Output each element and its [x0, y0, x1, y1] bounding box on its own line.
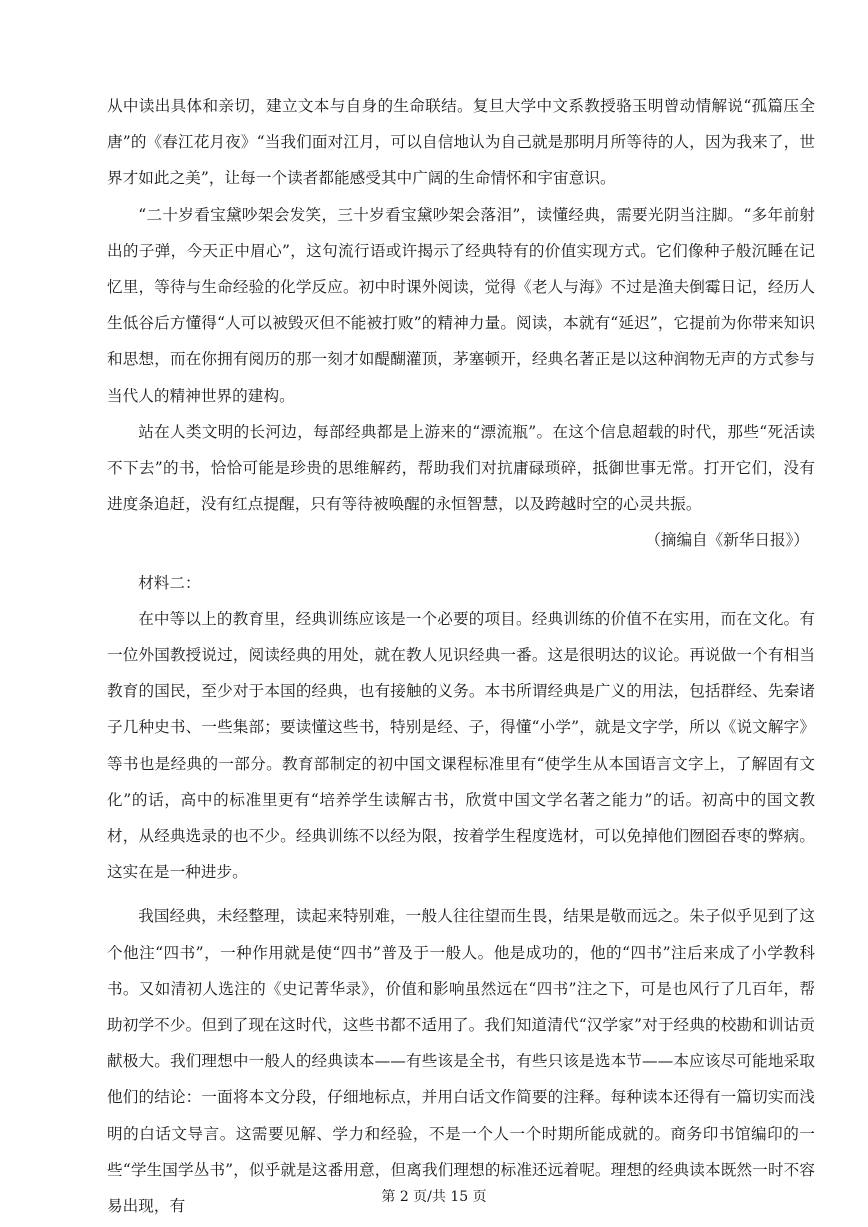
- material1-source: （摘编自《新华日报》）: [645, 531, 809, 550]
- material1-paragraph-3: 站在人类文明的长河边，每部经典都是上游来的“漂流瓶”。在这个信息超载的时代，那些“死活读不下去”的书，恰恰可能是珍贵的思维解药，帮助我们对抗庸碌琐碎，抵御世事无常。打开它们，没有进度条追赶，没有红点提醒，只有等待被唤醒的永恒智慧，以及跨越时空的心灵共振。: [107, 422, 815, 514]
- material1-paragraph-2: “二十岁看宝黛吵架会发笑，三十岁看宝黛吵架会落泪”，读懂经典，需要光阴当注脚。“多年前射出的子弹，今天正中眉心”，这句流行语或许揭示了经典特有的价值实现方式。它们像种子般沉睡在记忆里，等待与生命经验的化学反应。初中时课外阅读，觉得《老人与海》不过是渔夫倒霉日记，经历人生低谷后方懂得“人可以被毁灭但不能被打败”的精神力量。阅读，本就有“延迟”，它提前为你带来知识和思想，而在你拥有阅历的那一刻才如醍醐灌顶，茅塞顿开，经典名著正是以这种润物无声的方式参与当代人的精神世界的建构。: [107, 205, 815, 405]
- document-page: [107, 88, 815, 1224]
- page-footer: 第 2 页/共 15 页: [381, 1189, 487, 1205]
- paragraph-gap: [107, 890, 815, 898]
- material2-paragraph-2: 我国经典，未经整理，读起来特别难，一般人往往望而生畏，结果是敬而远之。朱子似乎见到了这个他注“四书”，一种作用就是使“四书”普及于一般人。他是成功的，他的“四书”注后来成了小学教科书。又如清初人选注的《史记菁华录》，价值和影响虽然远在“四书”注之下，可是也风行了几百年，帮助初学不少。但到了现在这时代，这些书都不适用了。我们知道清代“汉学家”对于经典的校勘和训诂贡献极大。我们理想中一般人的经典读本——有些该是全书，有些只该是选本节——本应该尽可能地采取他们的结论：一面将本文分段，仔细地标点，并用白话文作简要的注释。每种读本还得有一篇切实而浅明的白话文导言。这需要见解、学力和经验，不是一个人一个时期所能成就的。商务印书馆编印的一些“学生国学丛书”，似乎就是这番用意，但离我们理想的标准还远着呢。理想的经典读本既然一时不容易出现，有: [107, 907, 815, 1216]
- material1-paragraph-1: 从中读出具体和亲切，建立文本与自身的生命联结。复旦大学中文系教授骆玉明曾动情解说“孤篇压全唐”的《春江花月夜》“当我们面对江月，可以自信地认为自己就是那明月所等待的人，因为我来了，世界才如此之美”，让每一个读者都能感受其中广阔的生命情怀和宇宙意识。: [107, 97, 815, 188]
- material2-paragraph-1: 在中等以上的教育里，经典训练应该是一个必要的项目。经典训练的价值不在实用，而在文化。有一位外国教授说过，阅读经典的用处，就在教人见识经典一番。这是很明达的议论。再说做一个有相当教育的国民，至少对于本国的经典，也有接触的义务。本书所谓经典是广义的用法，包括群经、先秦诸子几种史书、一些集部；要读懂这些书，特别是经、子，得懂“小学”，就是文字学，所以《说文解字》等书也是经典的一部分。教育部制定的初中国文课程标准里有“使学生从本国语言文字上，了解固有文化”的话，高中的标准里更有“培养学生读解古书，欣赏中国文学名著之能力”的话。初高中的国文教材，从经典选录的也不少。经典训练不以经为限，按着学生程度选材，可以免掉他们囫囵吞枣的弊病。这实在是一种进步。: [107, 609, 815, 882]
- material2-heading: 材料二：: [138, 573, 201, 592]
